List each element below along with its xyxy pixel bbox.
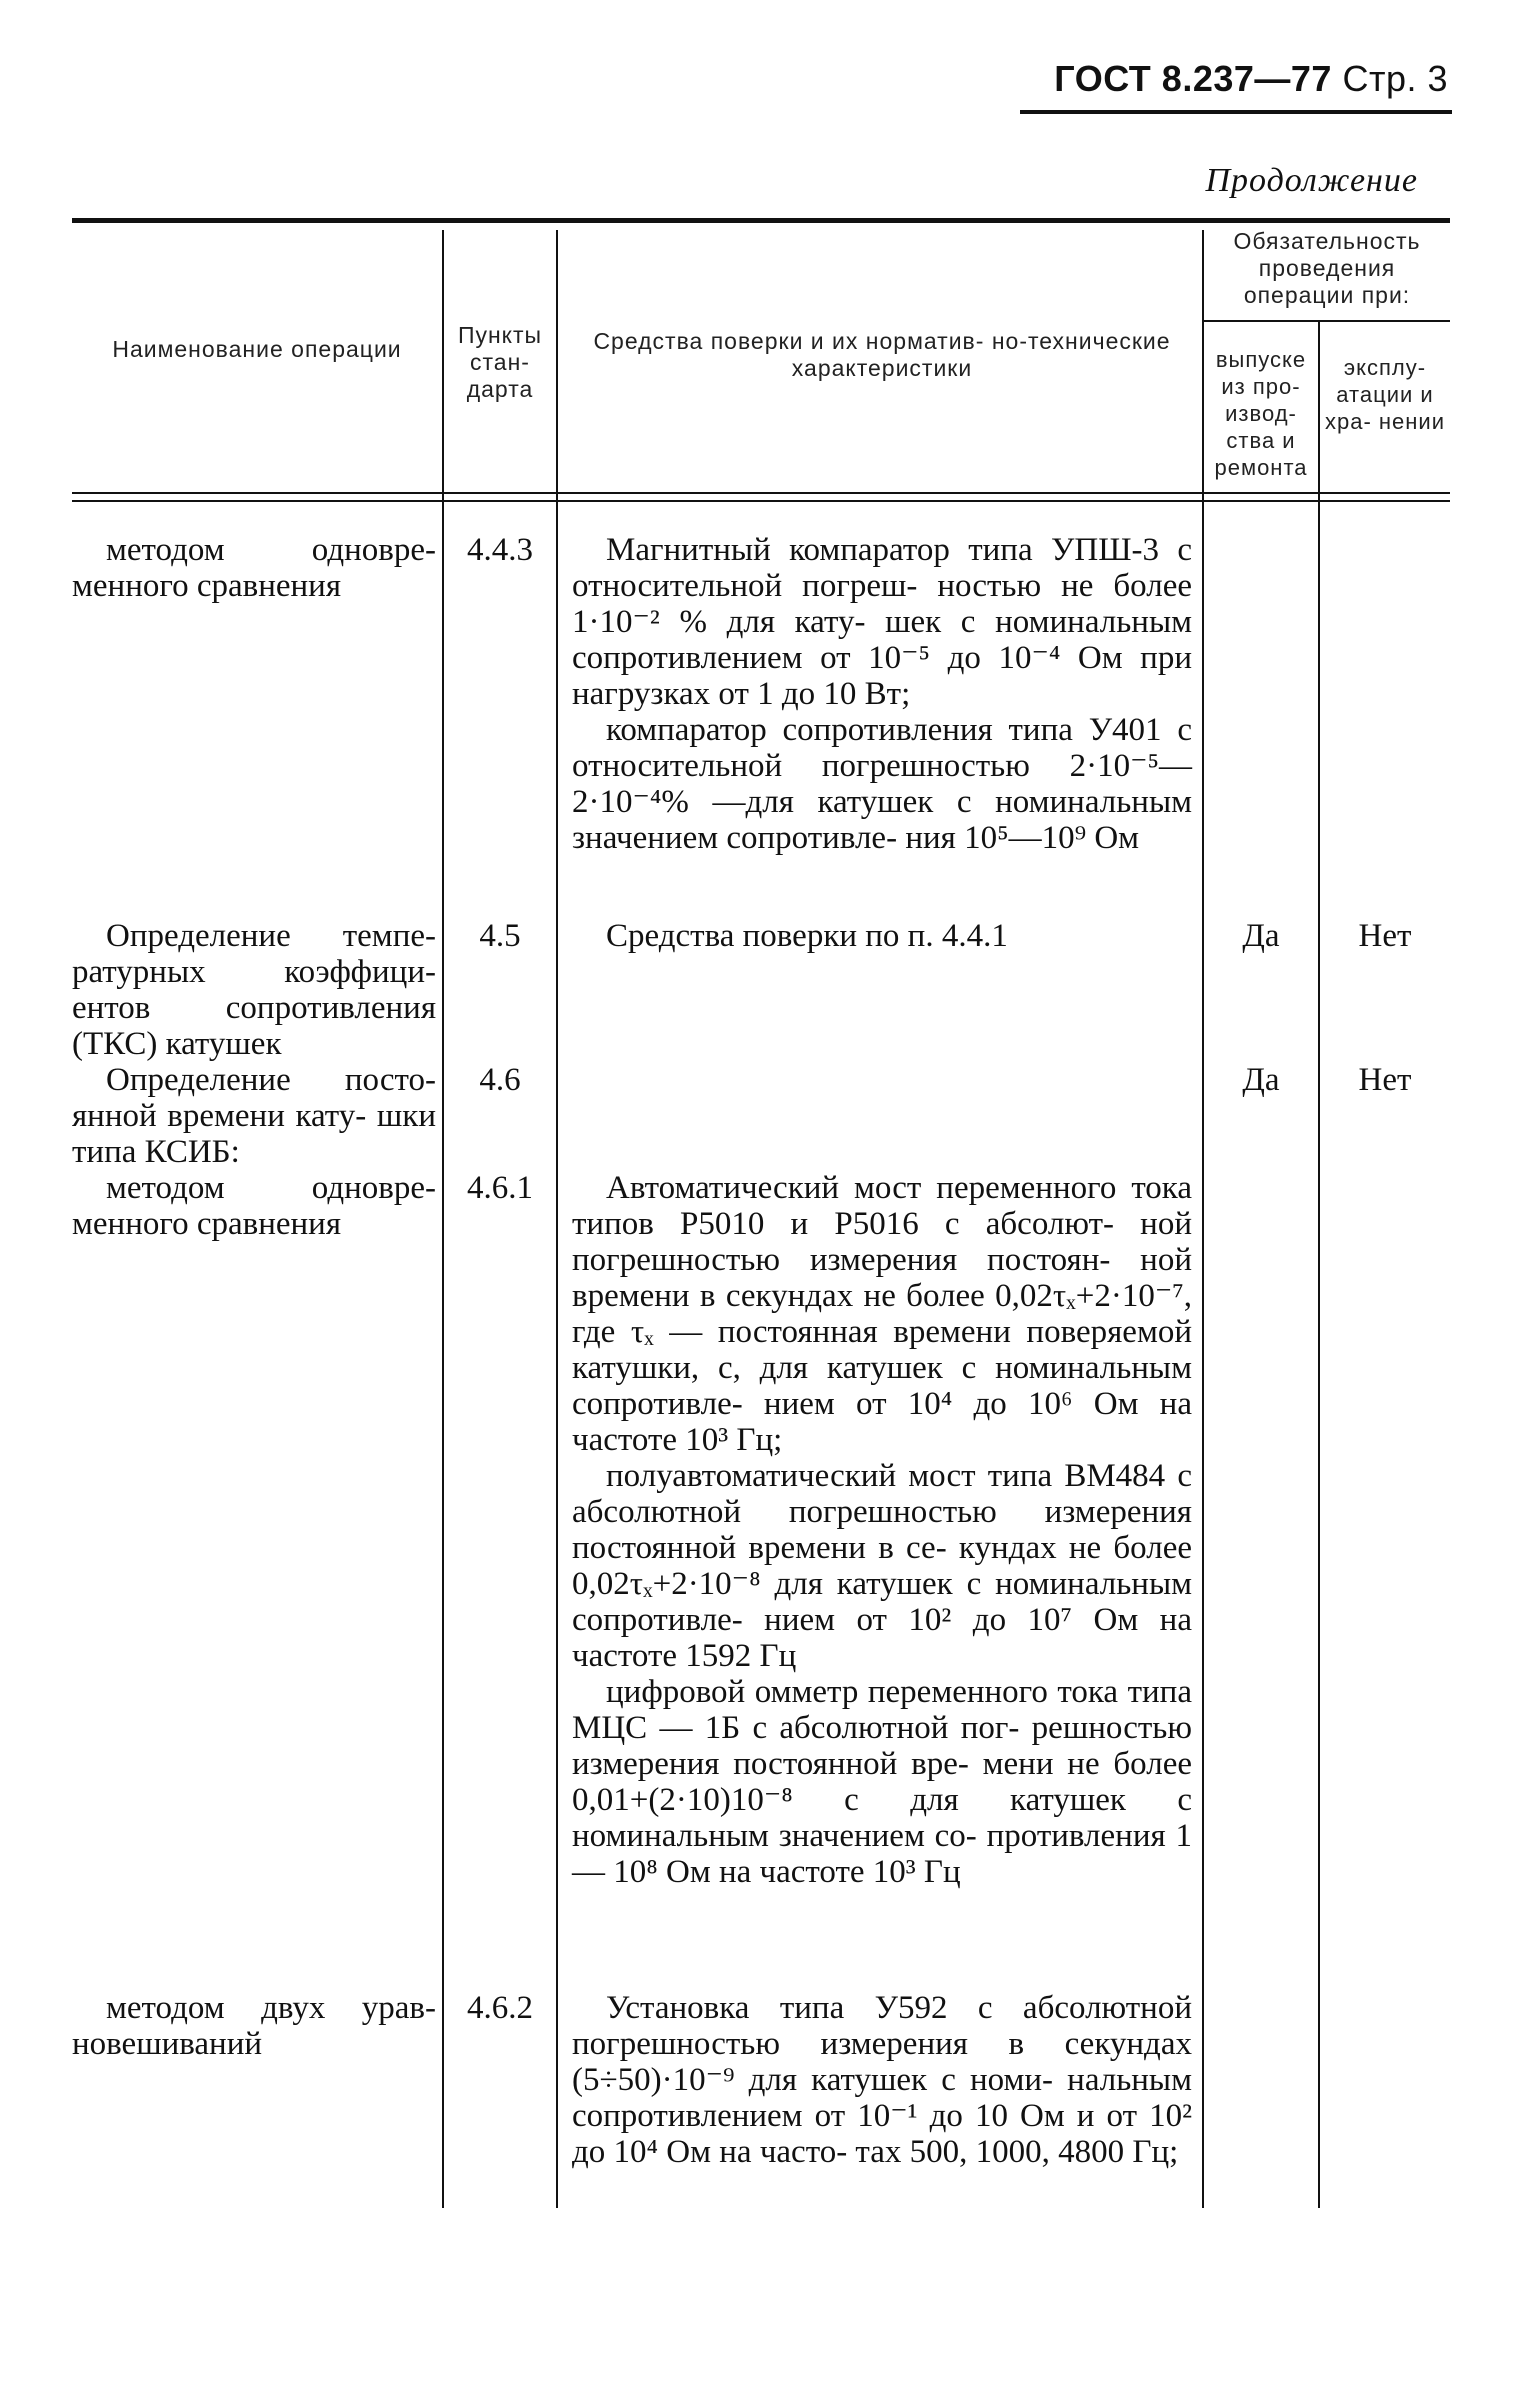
header-rule <box>1020 110 1452 114</box>
row4-means-p2: полуавтоматический мост типа ВМ484 с абсолютной погрешностью измерения постоянной времени в се- кундах не более 0,02τₓ+2·10⁻⁸ для катушек с номинальным сопротивле- нием от 10² до 10⁷ Ом на частоте 1592 Гц <box>572 1458 1192 1674</box>
row3-operation: Нет <box>1358 1062 1412 1098</box>
page-header <box>1054 58 1448 100</box>
col-divider-4 <box>1318 320 1320 2208</box>
row3-name: Определение посто- янной времени кату- шки типа КСИБ: <box>72 1062 436 1170</box>
row5-clause: 4.6.2 <box>467 1990 533 2026</box>
row2-operation: Нет <box>1358 918 1412 954</box>
col-header-name: Наименование операции <box>112 336 402 362</box>
row1-means-p1: Магнитный компаратор типа УПШ-3 с относительной погреш- ностью не более 1·10⁻² % для кату- шек с номинальным сопротивлением от 10⁻⁵ до 10⁻⁴ Ом при нагрузках от 1 до 10 Вт; <box>572 532 1192 712</box>
col-header-operation: эксплу- атации и хра- нении <box>1324 355 1446 434</box>
row1-name: методом одновре- менного сравнения <box>72 532 436 604</box>
row3-clause: 4.6 <box>479 1062 521 1098</box>
row5-means-p1: Установка типа У592 с абсолютной погрешностью измерения в секундах (5÷50)·10⁻⁹ для катушек с номи- нальным сопротивлением от 10⁻¹ до 10 Ом и от 10² до 10⁴ Ом на часто- тах 500, 1000, 4800 Гц; <box>572 1990 1192 2170</box>
col-header-obligation: Обязательность проведения операции при: <box>1233 228 1421 308</box>
row4-clause: 4.6.1 <box>467 1170 533 1206</box>
row5-name: методом двух урав- новешиваний <box>72 1990 436 2062</box>
row4-name: методом одновре- менного сравнения <box>72 1170 436 1242</box>
verification-table <box>72 218 1450 2208</box>
table-top-rule <box>72 218 1450 223</box>
continuation-label: Продолжение <box>1205 162 1418 199</box>
header-bottom-rule-1 <box>72 492 1450 494</box>
row2-release: Да <box>1242 918 1280 954</box>
obligation-sub-rule <box>1202 320 1450 322</box>
col-divider-2 <box>556 230 558 2208</box>
row1-clause: 4.4.3 <box>467 532 533 568</box>
row2-name: Определение темпе- ратурных коэффици- ентов сопротивления (ТКС) катушек <box>72 918 436 1062</box>
col-header-release: выпуске из про- извод- ства и ремонта <box>1214 347 1308 480</box>
col-header-means: Средства поверки и их норматив- но-технические характеристики <box>593 328 1171 381</box>
row4-means <box>572 1170 1192 1890</box>
col-divider-1 <box>442 230 444 2208</box>
document-id: ГОСТ 8.237—77 <box>1054 58 1332 99</box>
col-divider-3 <box>1202 230 1204 2208</box>
row2-means <box>572 918 1192 954</box>
col-header-clauses: Пункты стан- дарта <box>457 322 543 402</box>
row5-means <box>572 1990 1192 2170</box>
row1-means-p2: компаратор сопротивления типа У401 с относительной погрешностью 2·10⁻⁵—2·10⁻⁴% —для катушек с номинальным значением сопротивле- ния 10⁵—10⁹ Ом <box>572 712 1192 856</box>
row4-means-p3: цифровой омметр переменного тока типа МЦС — 1Б с абсолютной пог- решностью измерения постоянной вре- мени не более 0,01+(2·10)10⁻⁸ с для катушек с номинальным значением со- противления 1 — 10⁸ Ом на частоте 10³ Гц <box>572 1674 1192 1890</box>
row1-means <box>572 532 1192 856</box>
row3-release: Да <box>1242 1062 1280 1098</box>
row4-means-p1: Автоматический мост переменного тока типов Р5010 и Р5016 с абсолют- ной погрешностью измерения постоян- ной времени в секундах не более 0,02τₓ+2·10⁻⁷, где τₓ — постоянная времени поверяемой катушки, с, для катушек с номинальным сопротивле- нием от 10⁴ до 10⁶ Ом на частоте 10³ Гц; <box>572 1170 1192 1458</box>
header-bottom-rule-2 <box>72 500 1450 502</box>
row2-means-p1: Средства поверки по п. 4.4.1 <box>606 918 1008 954</box>
page-number: Стр. 3 <box>1342 58 1448 99</box>
row2-clause: 4.5 <box>479 918 521 954</box>
